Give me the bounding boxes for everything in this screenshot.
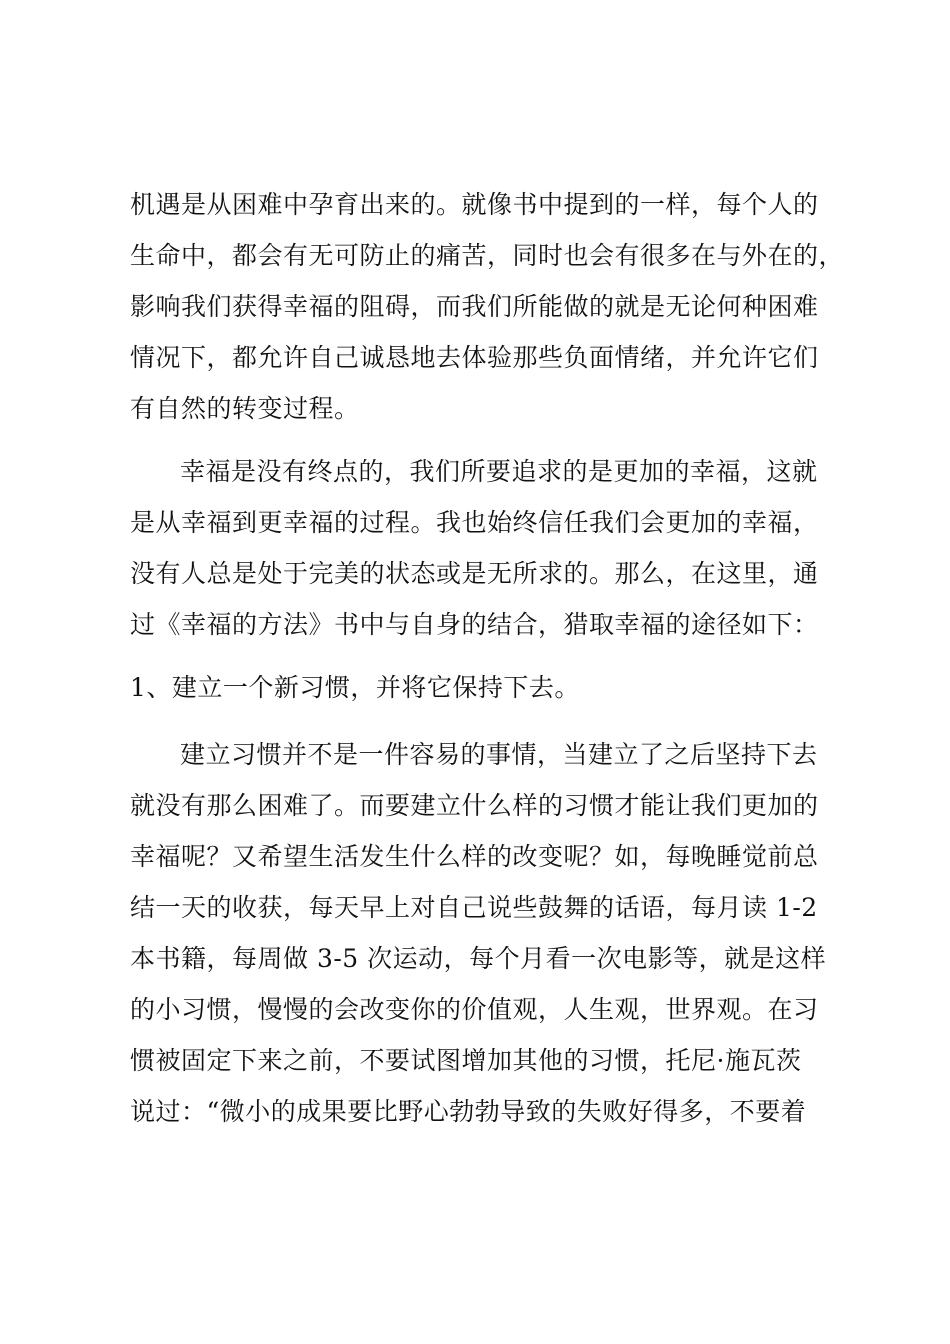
paragraph-line: 过《幸福的方法》书中与自身的结合，猎取幸福的途径如下： <box>130 610 819 639</box>
paragraph-line: 没有人总是处于完美的状态或是无所求的。那么，在这里，通 <box>130 559 819 588</box>
paragraph-line: 情况下，都允许自己诚恳地去体验那些负面情绪，并允许它们 <box>130 343 819 372</box>
paragraph-line: 结一天的收获，每天早上对自己说些鼓舞的话语，每月读 1-2 <box>130 893 818 922</box>
paragraph-line: 说过：“微小的成果要比野心勃勃导致的失败好得多，不要着 <box>130 1097 807 1126</box>
paragraph-line: 生命中，都会有无可防止的痛苦，同时也会有很多在与外在的， <box>130 241 845 270</box>
paragraph-1 <box>130 179 845 434</box>
paragraph-line: 建立习惯并不是一件容易的事情，当建立了之后坚持下去 <box>180 740 818 769</box>
paragraph-line: 幸福呢？又希望生活发生什么样的改变呢？如，每晚睡觉前总 <box>130 842 819 871</box>
paragraph-line: 影响我们获得幸福的阻碍，而我们所能做的就是无论何种困难 <box>130 292 819 321</box>
paragraph-line: 是从幸福到更幸福的过程。我也始终信任我们会更加的幸福， <box>130 508 819 537</box>
paragraph-line: 的小习惯，慢慢的会改变你的价值观，人生观，世界观。在习 <box>130 995 819 1024</box>
paragraph-line: 机遇是从困难中孕育出来的。就像书中提到的一样，每个人的 <box>130 190 819 219</box>
section-heading <box>130 662 820 713</box>
paragraph-line: 有自然的转变过程。 <box>130 394 360 423</box>
paragraph-line: 本书籍，每周做 3-5 次运动，每个月看一次电影等，就是这样 <box>130 944 827 973</box>
paragraph-line: 惯被固定下来之前，不要试图增加其他的习惯，托尼·施瓦茨 <box>130 1046 802 1075</box>
paragraph-2 <box>130 446 820 650</box>
heading-text: 1、建立一个新习惯，并将它保持下去。 <box>130 673 580 702</box>
paragraph-line: 就没有那么困难了。而要建立什么样的习惯才能让我们更加的 <box>130 791 819 820</box>
paragraph-line: 幸福是没有终点的，我们所要追求的是更加的幸福，这就 <box>180 457 818 486</box>
paragraph-3 <box>130 729 827 1137</box>
